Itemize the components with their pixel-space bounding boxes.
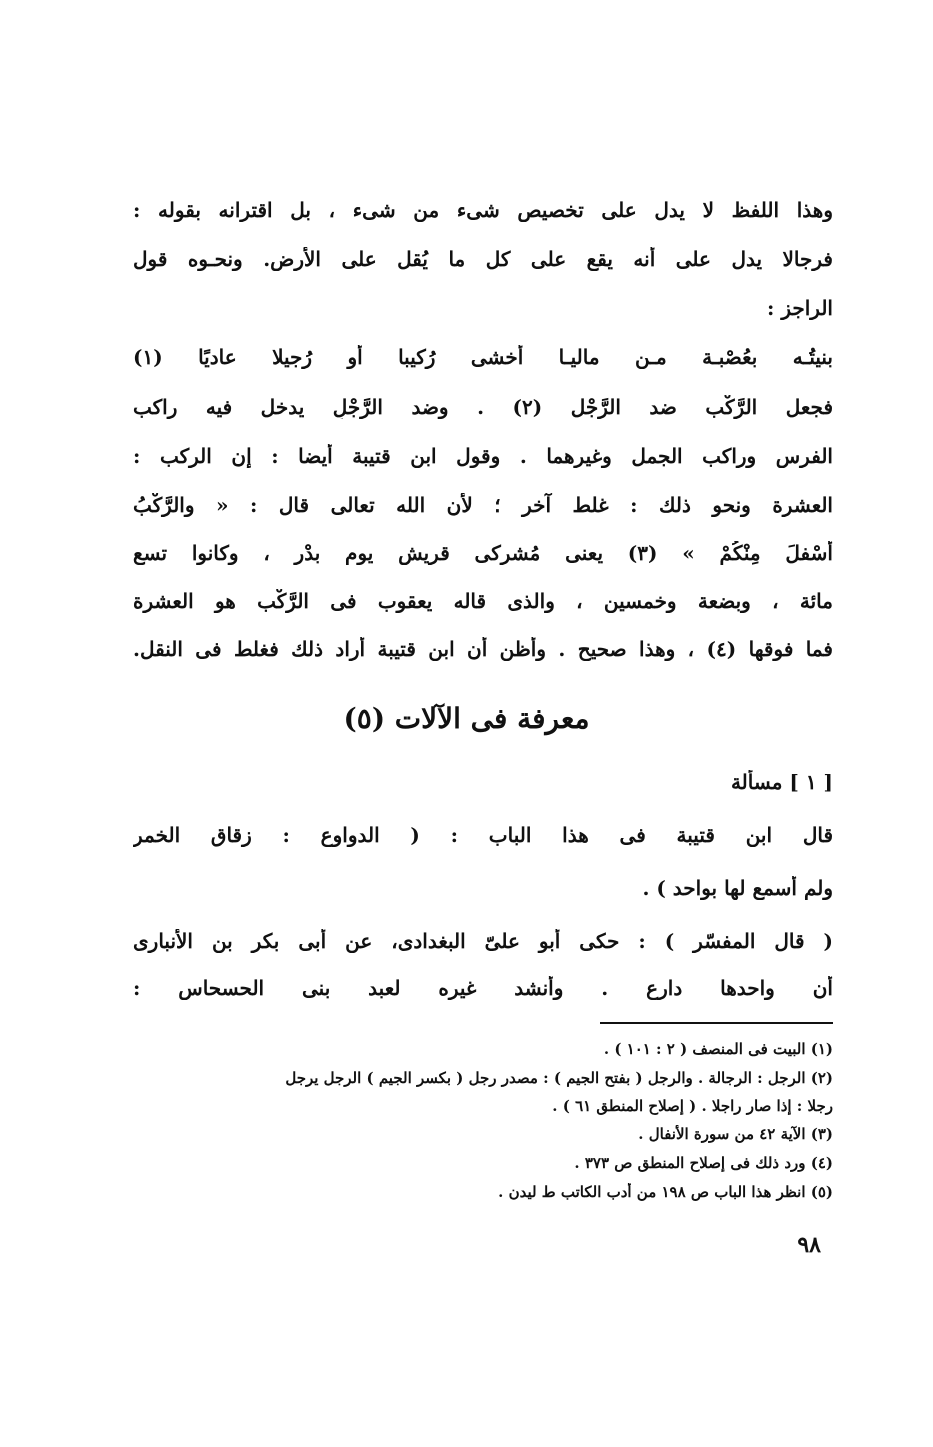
page-number: ٩٨ bbox=[797, 1232, 821, 1258]
verse-line: بنيتُـه بعُصْبـة مـن ماليـا أخشى رُكيبا أو رُجيلا عاديًا (١) bbox=[133, 345, 833, 369]
body-line: أسْفلَ مِنْكُمْ » (٣) يعنى مُشركى قريش يوم بدْر ، وكانوا تسع bbox=[133, 541, 833, 565]
footnote: (٣) الآية ٤٢ من سورة الأنفال . bbox=[638, 1125, 833, 1143]
footnote: (٢) الرجل : الرجالة . والرجل ( بفتح الجيم ) : مصدر رجل ( بكسر الجيم ) الرجل يرجل bbox=[285, 1069, 833, 1087]
footnote: (١) البيت فى المنصف ( ٢ : ١٠١ ) . bbox=[603, 1040, 833, 1058]
body-line: فما فوقها (٤) ، وهذا صحيح . وأظن أن ابن قتيبة أراد ذلك فغلط فى النقل. bbox=[133, 637, 833, 661]
issue-line: أن واحدها دارع . وأنشد غيره لعبد بنى الحسحاس : bbox=[133, 976, 833, 1000]
body-line: الفرس وراكب الجمل وغيرهما . وقول ابن قتيبة أيضا : إن الركب : bbox=[133, 444, 833, 468]
body-line: وهذا اللفظ لا يدل على تخصيص شىء من شىء ، بل اقترانه بقوله : bbox=[133, 198, 833, 222]
footnote: (٤) ورد ذلك فى إصلاح المنطق ص ٣٧٣ . bbox=[574, 1154, 833, 1172]
issue-line: قال ابن قتيبة فى هذا الباب : ( الدواوع : زقاق الخمر bbox=[133, 823, 833, 847]
body-line: مائة ، وبضعة وخمسين ، والذى قاله يعقوب فى الرَّكْب هو العشرة bbox=[133, 589, 833, 613]
body-line: العشرة ونحو ذلك : غلط آخر ؛ لأن الله تعالى قال : « والرَّكْبُ bbox=[133, 493, 833, 517]
body-line: فرجالا يدل على أنه يقع على كل ما يُقل على الأرض. ونحـوه قول bbox=[133, 247, 833, 271]
body-line: الراجز : bbox=[767, 296, 833, 320]
body-line: فجعل الرَّكْب ضد الرَّجْل (٢) . وضد الرَّجْلِ يدخل فيه راكب bbox=[133, 395, 833, 419]
section-heading: معرفة فى الآلات (٥) bbox=[343, 702, 590, 735]
footnote-divider bbox=[600, 1022, 833, 1024]
issue-line: ( قال المفسّر ) : حكى أبو علىّ البغدادى، عن أبى بكر بن الأنبارى bbox=[133, 929, 833, 953]
footnote: رجلا : إذا صار راجلا . ( إصلاح المنطق ٦١ ) . bbox=[552, 1097, 833, 1115]
issue-line: ولم أسمع لها بواحد ) . bbox=[642, 876, 833, 900]
issue-label: [ ١ ] مسألة bbox=[730, 770, 833, 794]
footnote: (٥) انظر هذا الباب ص ١٩٨ من أدب الكاتب ط ليدن . bbox=[498, 1183, 833, 1201]
